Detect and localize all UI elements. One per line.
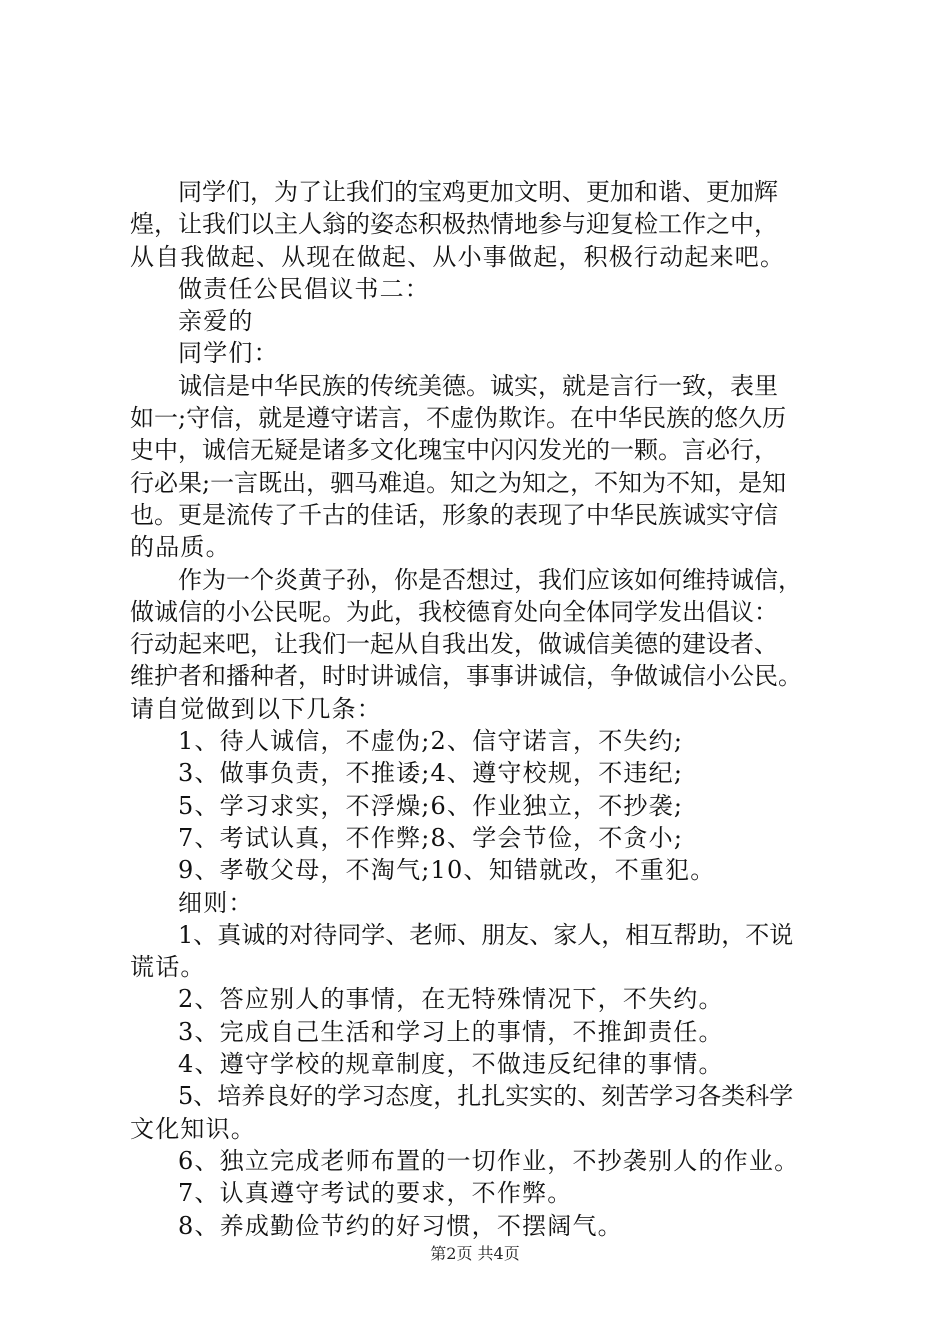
text-line: 7、考试认真，不作弊;8、学会节俭，不贪小;: [178, 823, 684, 852]
paragraph: [130, 176, 850, 273]
text-line: 做责任公民倡议书二：: [178, 274, 430, 303]
paragraph: [130, 370, 850, 564]
text-line: 3、做事负责，不推诿;4、遵守校规，不违纪;: [178, 759, 684, 788]
text-line: 5、学习求实，不浮燥;6、作业独立，不抄袭;: [178, 791, 684, 820]
text-line: 8、养成勤俭节约的好习惯，不摆阔气。: [178, 1211, 623, 1240]
paragraph: [130, 1080, 850, 1145]
text-line: 谎话。: [130, 953, 206, 982]
text-line: 2、答应别人的事情，在无特殊情况下，不失约。: [178, 985, 724, 1014]
paragraph: [130, 305, 850, 337]
text-line: 的品质。: [130, 533, 231, 562]
text-line: 5、培养良好的学习态度，扎扎实实的、刻苦学习各类科学: [178, 1082, 794, 1111]
text-line: 维护者和播种者，时时讲诚信，事事讲诚信，争做诚信小公民。: [130, 662, 802, 691]
paragraph: [130, 757, 850, 789]
paragraph: [130, 919, 850, 984]
paragraph: [130, 1210, 850, 1242]
text-line: 同学们：: [178, 339, 279, 368]
document-body: [130, 176, 850, 1242]
text-line: 1、待人诚信，不虚伪;2、信守诺言，不失约;: [178, 727, 684, 756]
text-line: 同学们，为了让我们的宝鸡更加文明、更加和谐、更加辉: [178, 178, 778, 206]
text-line: 细则：: [178, 888, 254, 917]
text-line: 文化知识。: [130, 1114, 256, 1143]
text-line: 做诚信的小公民呢。为此，我校德育处向全体同学发出倡议：: [130, 597, 778, 626]
paragraph: [130, 564, 850, 725]
page-footer: [0, 1244, 950, 1264]
paragraph: [130, 1048, 850, 1080]
text-line: 请自觉做到以下几条：: [130, 694, 382, 723]
paragraph: [130, 337, 850, 369]
text-line: 7、认真遵守考试的要求，不作弊。: [178, 1179, 573, 1208]
text-line: 行动起来吧，让我们一起从自我出发，做诚信美德的建设者、: [130, 630, 778, 659]
text-line: 4、遵守学校的规章制度，不做违反纪律的事情。: [178, 1050, 724, 1079]
text-line: 也。更是流传了千古的佳话，形象的表现了中华民族诚实守信: [130, 500, 778, 529]
paragraph: [130, 1016, 850, 1048]
text-line: 诚信是中华民族的传统美德。诚实，就是言行一致，表里: [178, 371, 778, 400]
paragraph: [130, 1145, 850, 1177]
text-line: 亲爱的: [178, 307, 254, 336]
text-line: 煌，让我们以主人翁的姿态积极热情地参与迎复检工作之中，: [130, 210, 778, 239]
paragraph: [130, 1177, 850, 1209]
text-line: 3、完成自己生活和学习上的事情，不推卸责任。: [178, 1017, 724, 1046]
text-line: 行必果;一言既出，驷马难追。知之为知之，不知为不知，是知: [130, 468, 787, 497]
paragraph: [130, 983, 850, 1015]
page-number-label: 第2页 共4页: [430, 1244, 520, 1263]
text-line: 作为一个炎黄子孙，你是否想过，我们应该如何维持诚信，: [178, 565, 802, 594]
paragraph: [130, 854, 850, 886]
text-line: 6、独立完成老师布置的一切作业，不抄袭别人的作业。: [178, 1146, 800, 1175]
paragraph: [130, 790, 850, 822]
text-line: 1、真诚的对待同学、老师、朋友、家人，相互帮助，不说: [178, 920, 794, 949]
paragraph: [130, 822, 850, 854]
text-line: 9、孝敬父母，不淘气;10、知错就改，不重犯。: [178, 856, 716, 885]
paragraph: [130, 887, 850, 919]
text-line: 史中，诚信无疑是诸多文化瑰宝中闪闪发光的一颗。言必行，: [130, 436, 778, 465]
paragraph: [130, 273, 850, 305]
text-line: 如一;守信，就是遵守诺言，不虚伪欺诈。在中华民族的悠久历: [130, 404, 787, 433]
paragraph: [130, 725, 850, 757]
text-line: 从自我做起、从现在做起、从小事做起，积极行动起来吧。: [130, 242, 786, 271]
